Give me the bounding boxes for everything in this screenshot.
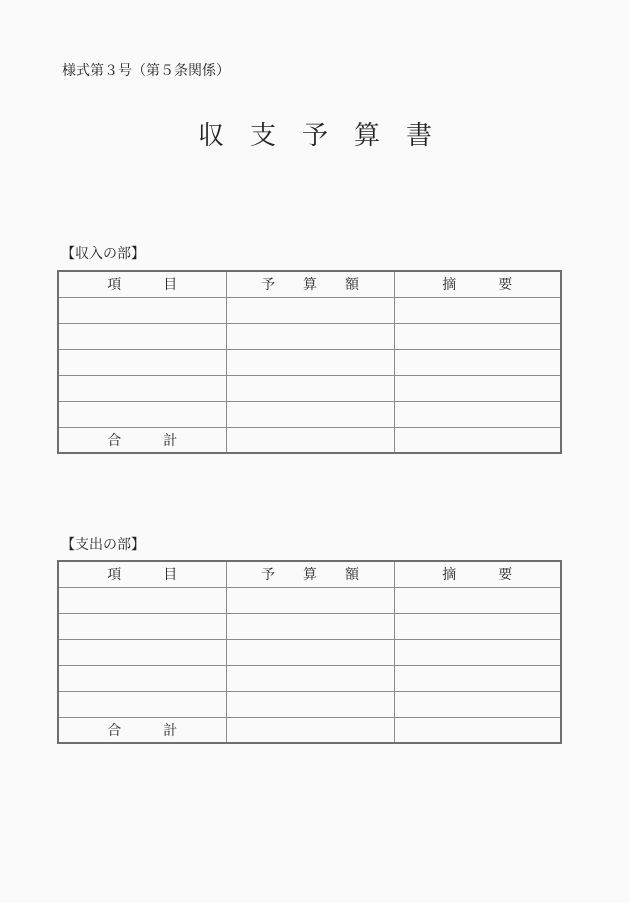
remarks-cell (394, 639, 561, 665)
expense-column-header-item: 項 目 (58, 561, 226, 587)
budget-cell (226, 691, 394, 717)
item-cell (58, 401, 226, 427)
remarks-cell (394, 401, 561, 427)
income-column-header-remarks: 摘 要 (394, 271, 561, 297)
remarks-cell (394, 297, 561, 323)
income-total-row (58, 427, 561, 453)
table-row (58, 587, 561, 613)
remarks-cell (394, 587, 561, 613)
expense-total-remarks-cell (394, 717, 561, 743)
income-total-remarks-cell (394, 427, 561, 453)
income-total-label-cell: 合 計 (58, 427, 226, 453)
remarks-cell (394, 613, 561, 639)
budget-cell (226, 349, 394, 375)
item-cell (58, 297, 226, 323)
income-header-row (58, 271, 561, 297)
income-total-budget-cell (226, 427, 394, 453)
expense-total-budget-cell (226, 717, 394, 743)
budget-cell (226, 401, 394, 427)
item-cell (58, 375, 226, 401)
expense-section-label: 【支出の部】 (61, 538, 145, 553)
remarks-cell (394, 349, 561, 375)
budget-cell (226, 323, 394, 349)
table-row (58, 401, 561, 427)
income-column-header-budget: 予 算 額 (226, 271, 394, 297)
table-row (58, 297, 561, 323)
budget-cell (226, 613, 394, 639)
expense-column-header-budget: 予 算 額 (226, 561, 394, 587)
item-cell (58, 613, 226, 639)
remarks-cell (394, 323, 561, 349)
table-row (58, 349, 561, 375)
page-title: 収 支 予 算 書 (197, 121, 432, 150)
budget-cell (226, 375, 394, 401)
budget-cell (226, 297, 394, 323)
expense-column-header-remarks: 摘 要 (394, 561, 561, 587)
remarks-cell (394, 665, 561, 691)
item-cell (58, 691, 226, 717)
budget-cell (226, 665, 394, 691)
item-cell (58, 349, 226, 375)
item-cell (58, 639, 226, 665)
form-number-label: 様式第３号（第５条関係） (62, 64, 230, 79)
budget-cell (226, 587, 394, 613)
item-cell (58, 587, 226, 613)
expense-total-label-cell: 合 計 (58, 717, 226, 743)
item-cell (58, 323, 226, 349)
expense-header-row (58, 561, 561, 587)
table-row (58, 613, 561, 639)
remarks-cell (394, 691, 561, 717)
table-row (58, 639, 561, 665)
table-row (58, 691, 561, 717)
income-table (57, 270, 562, 454)
expense-total-row (58, 717, 561, 743)
table-row (58, 375, 561, 401)
income-section-label: 【収入の部】 (61, 247, 145, 262)
budget-cell (226, 639, 394, 665)
income-column-header-item: 項 目 (58, 271, 226, 297)
table-row (58, 323, 561, 349)
item-cell (58, 665, 226, 691)
remarks-cell (394, 375, 561, 401)
table-row (58, 665, 561, 691)
expense-table (57, 560, 562, 744)
